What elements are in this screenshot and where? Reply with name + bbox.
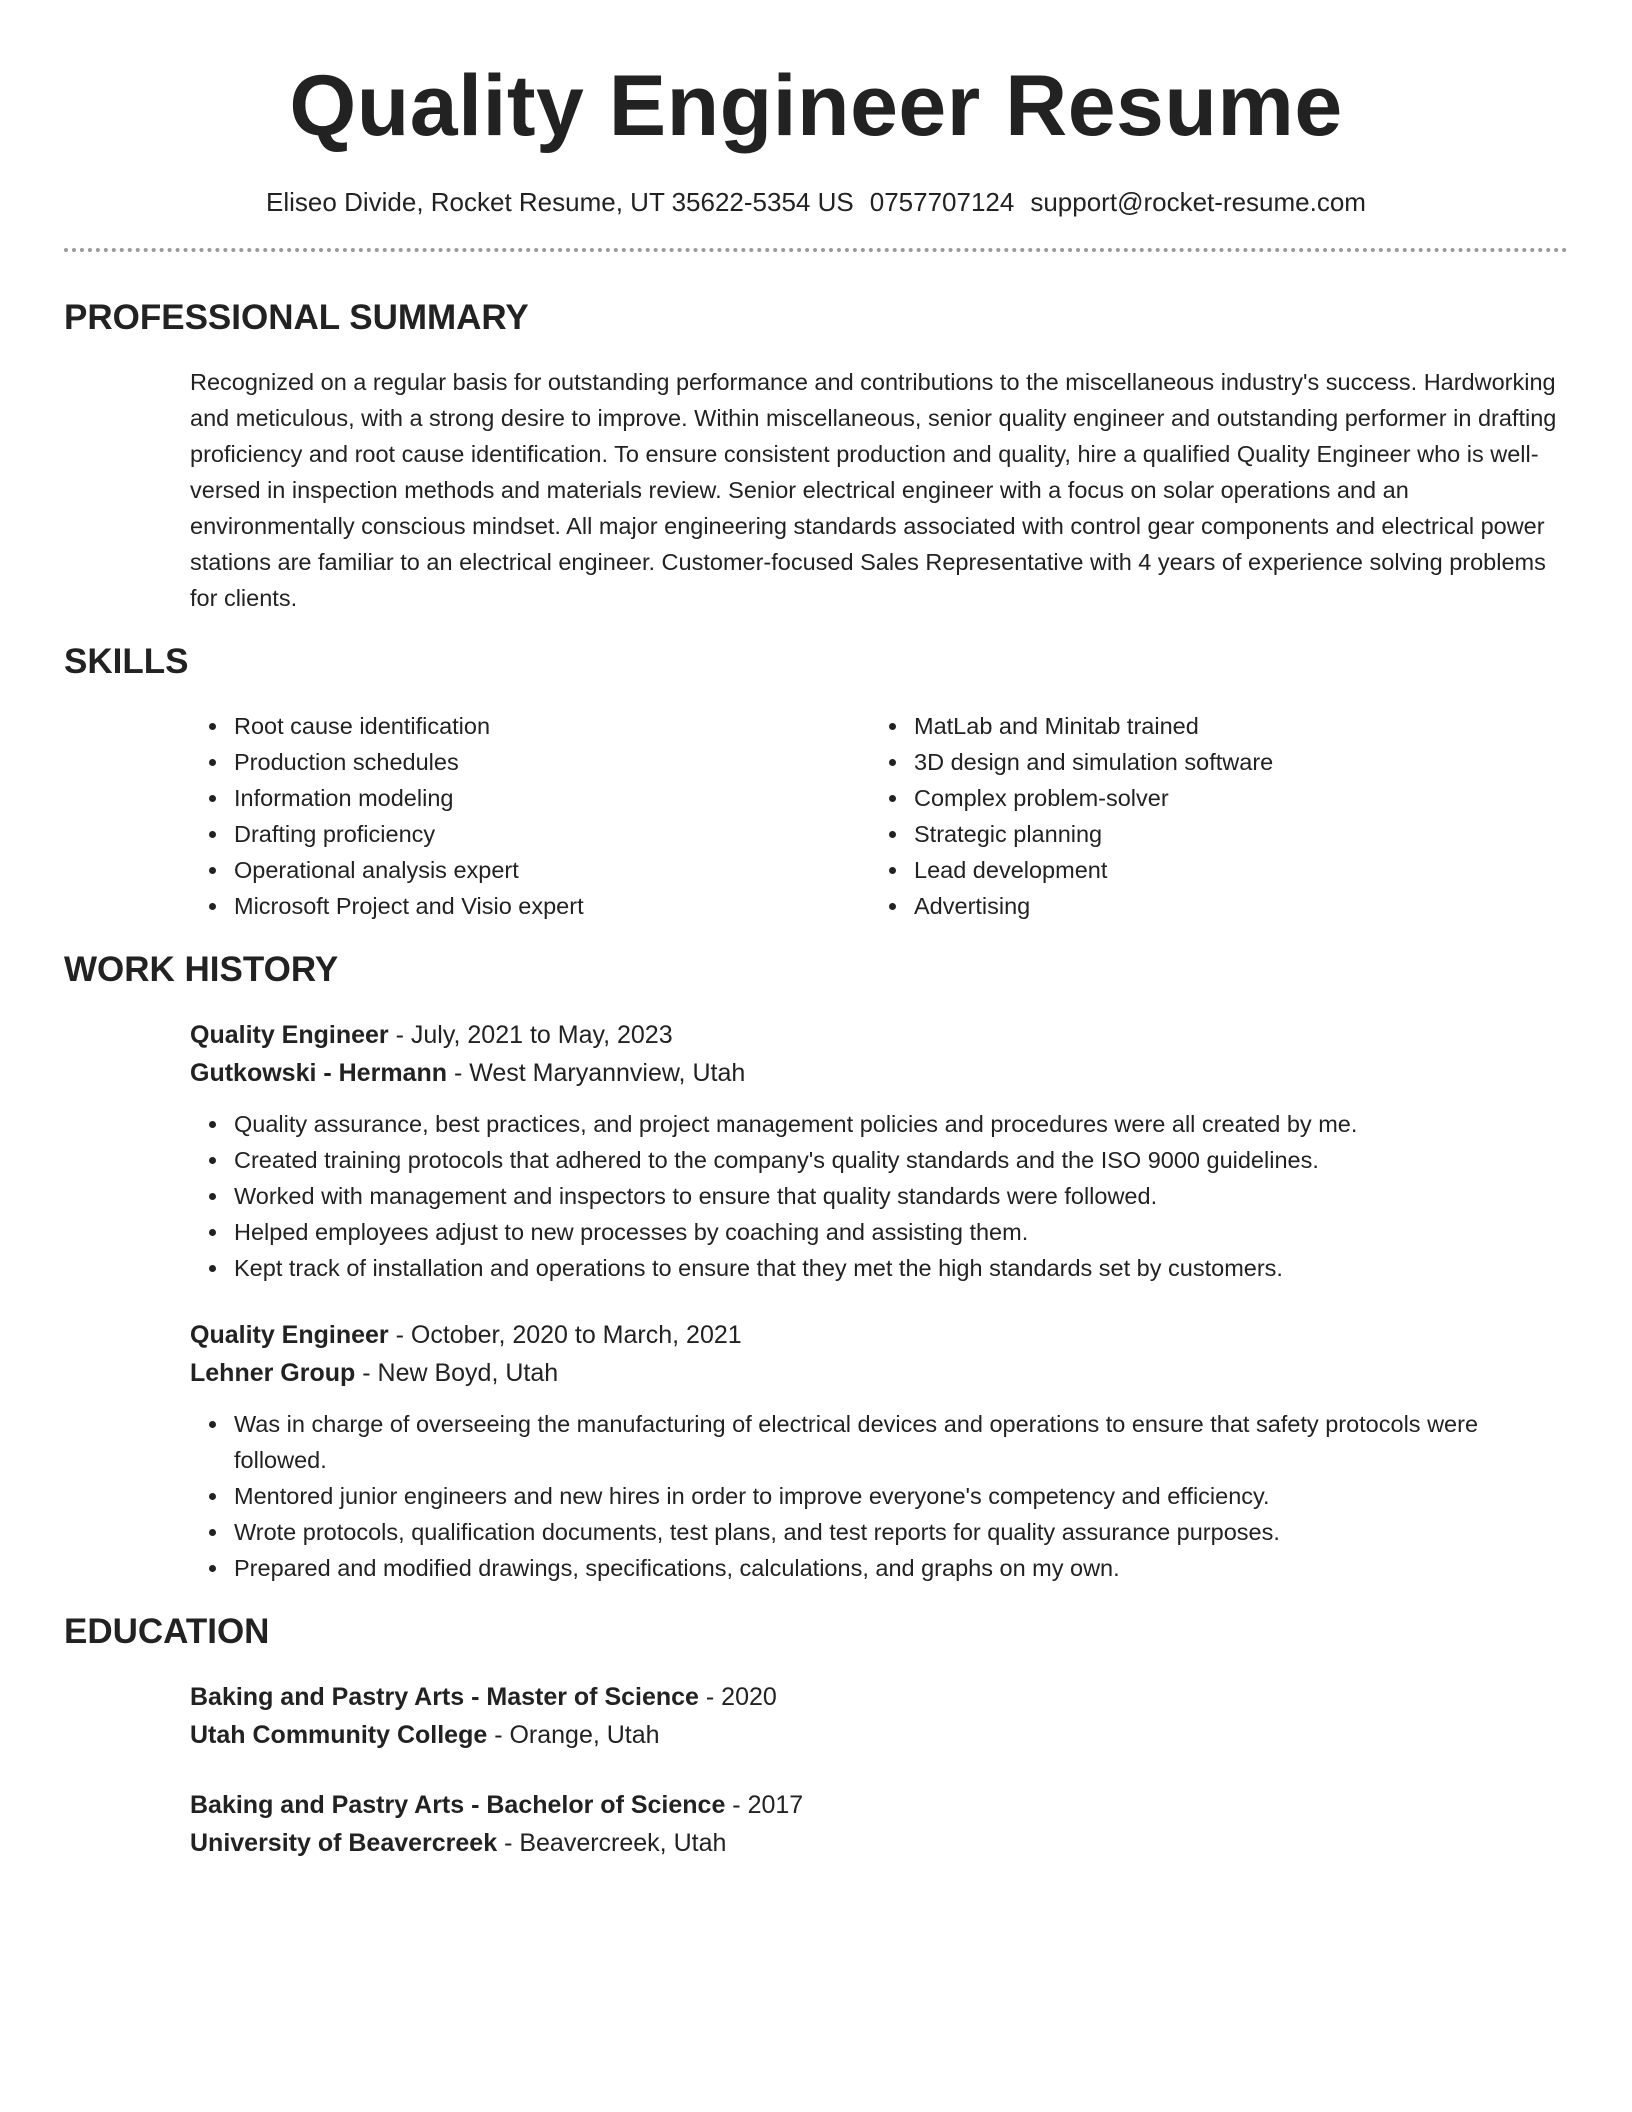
job-company: Gutkowski - Hermann [190, 1059, 447, 1087]
job-company: Lehner Group [190, 1359, 356, 1387]
education-year: - 2020 [698, 1683, 777, 1711]
skill-item: Microsoft Project and Visio expert [234, 888, 870, 924]
job-bullet: Prepared and modified drawings, specifications, calculations, and graphs on my own. [234, 1550, 1568, 1586]
education-degree: Baking and Pastry Arts - Master of Science [190, 1683, 699, 1711]
job-company-line [190, 1354, 1568, 1392]
skill-item: Complex problem-solver [914, 780, 1550, 816]
skill-item: MatLab and Minitab trained [914, 708, 1550, 744]
contact-phone: 0757707124 [869, 187, 1015, 217]
education-degree-line [190, 1786, 1568, 1824]
contact-email: support@rocket-resume.com [1030, 187, 1366, 217]
job-company-line [190, 1054, 1568, 1092]
header-divider [64, 248, 1568, 252]
job-dates: - October, 2020 to March, 2021 [388, 1321, 742, 1349]
education-school: Utah Community College [190, 1721, 488, 1749]
education-entry [190, 1786, 1568, 1862]
skill-item: Information modeling [234, 780, 870, 816]
education-location: - Orange, Utah [487, 1721, 660, 1749]
job-title: Quality Engineer [190, 1321, 389, 1349]
education-school-line [190, 1824, 1568, 1862]
skill-item: Strategic planning [914, 816, 1550, 852]
skills-column-right [870, 708, 1550, 924]
education-section [64, 1610, 1568, 1862]
contact-address: Eliseo Divide, Rocket Resume, UT 35622-5354 US [266, 187, 854, 217]
job-entry [190, 1016, 1568, 1286]
job-title-line [190, 1016, 1568, 1054]
education-degree-line [190, 1678, 1568, 1716]
job-location: - West Maryannview, Utah [447, 1059, 746, 1087]
skill-item: Drafting proficiency [234, 816, 870, 852]
skill-item: Lead development [914, 852, 1550, 888]
education-heading: EDUCATION [64, 1612, 270, 1651]
job-bullet: Wrote protocols, qualification documents, test plans, and test reports for quality assurance purposes. [234, 1514, 1568, 1550]
job-bullets [190, 1106, 1568, 1286]
education-school-line [190, 1716, 1568, 1754]
skill-item: Root cause identification [234, 708, 870, 744]
job-dates: - July, 2021 to May, 2023 [388, 1021, 673, 1049]
skills-section [64, 640, 1568, 924]
job-bullet: Kept track of installation and operations to ensure that they met the high standards set by customers. [234, 1250, 1568, 1286]
job-bullet: Was in charge of overseeing the manufacturing of electrical devices and operations to ensure that safety protocols were followed. [234, 1406, 1568, 1478]
skill-item: Operational analysis expert [234, 852, 870, 888]
summary-heading: PROFESSIONAL SUMMARY [64, 298, 529, 337]
skill-item: 3D design and simulation software [914, 744, 1550, 780]
job-bullet: Quality assurance, best practices, and project management policies and procedures were all created by me. [234, 1106, 1568, 1142]
job-bullet: Worked with management and inspectors to ensure that quality standards were followed. [234, 1178, 1568, 1214]
skills-heading: SKILLS [64, 642, 189, 681]
education-year: - 2017 [725, 1791, 804, 1819]
job-title: Quality Engineer [190, 1021, 389, 1049]
education-degree: Baking and Pastry Arts - Bachelor of Science [190, 1791, 726, 1819]
summary-section [64, 296, 1568, 616]
education-school: University of Beavercreek [190, 1829, 498, 1857]
job-bullets [190, 1406, 1568, 1586]
contact-line [64, 184, 1568, 220]
skill-item: Advertising [914, 888, 1550, 924]
work-history-heading: WORK HISTORY [64, 950, 339, 989]
summary-text: Recognized on a regular basis for outstanding performance and contributions to the miscellaneous industry's success. Hardworking and meticulous, with a strong desire to improve. Within miscellaneous, senior quality engineer and outstanding performer in drafting proficiency and root cause identification. To ensure consistent production and quality, hire a qualified Quality Engineer who is well-versed in inspection methods and materials review. Senior electrical engineer with a focus on solar operations and an environmentally conscious mindset. All major engineering standards associated with control gear components and electrical power stations are familiar to an electrical engineer. Customer-focused Sales Representative with 4 years of experience solving problems for clients. [190, 369, 1557, 611]
skills-column-left [190, 708, 870, 924]
education-location: - Beavercreek, Utah [497, 1829, 727, 1857]
job-bullet: Mentored junior engineers and new hires in order to improve everyone's competency and efficiency. [234, 1478, 1568, 1514]
job-bullet: Created training protocols that adhered to the company's quality standards and the ISO 9000 guidelines. [234, 1142, 1568, 1178]
education-entry [190, 1678, 1568, 1754]
work-history-section [64, 948, 1568, 1586]
page-title: Quality Engineer Resume [289, 58, 1343, 154]
skills-columns [190, 708, 1568, 924]
job-location: - New Boyd, Utah [355, 1359, 559, 1387]
job-title-line [190, 1316, 1568, 1354]
job-entry [190, 1316, 1568, 1586]
skill-item: Production schedules [234, 744, 870, 780]
job-bullet: Helped employees adjust to new processes by coaching and assisting them. [234, 1214, 1568, 1250]
